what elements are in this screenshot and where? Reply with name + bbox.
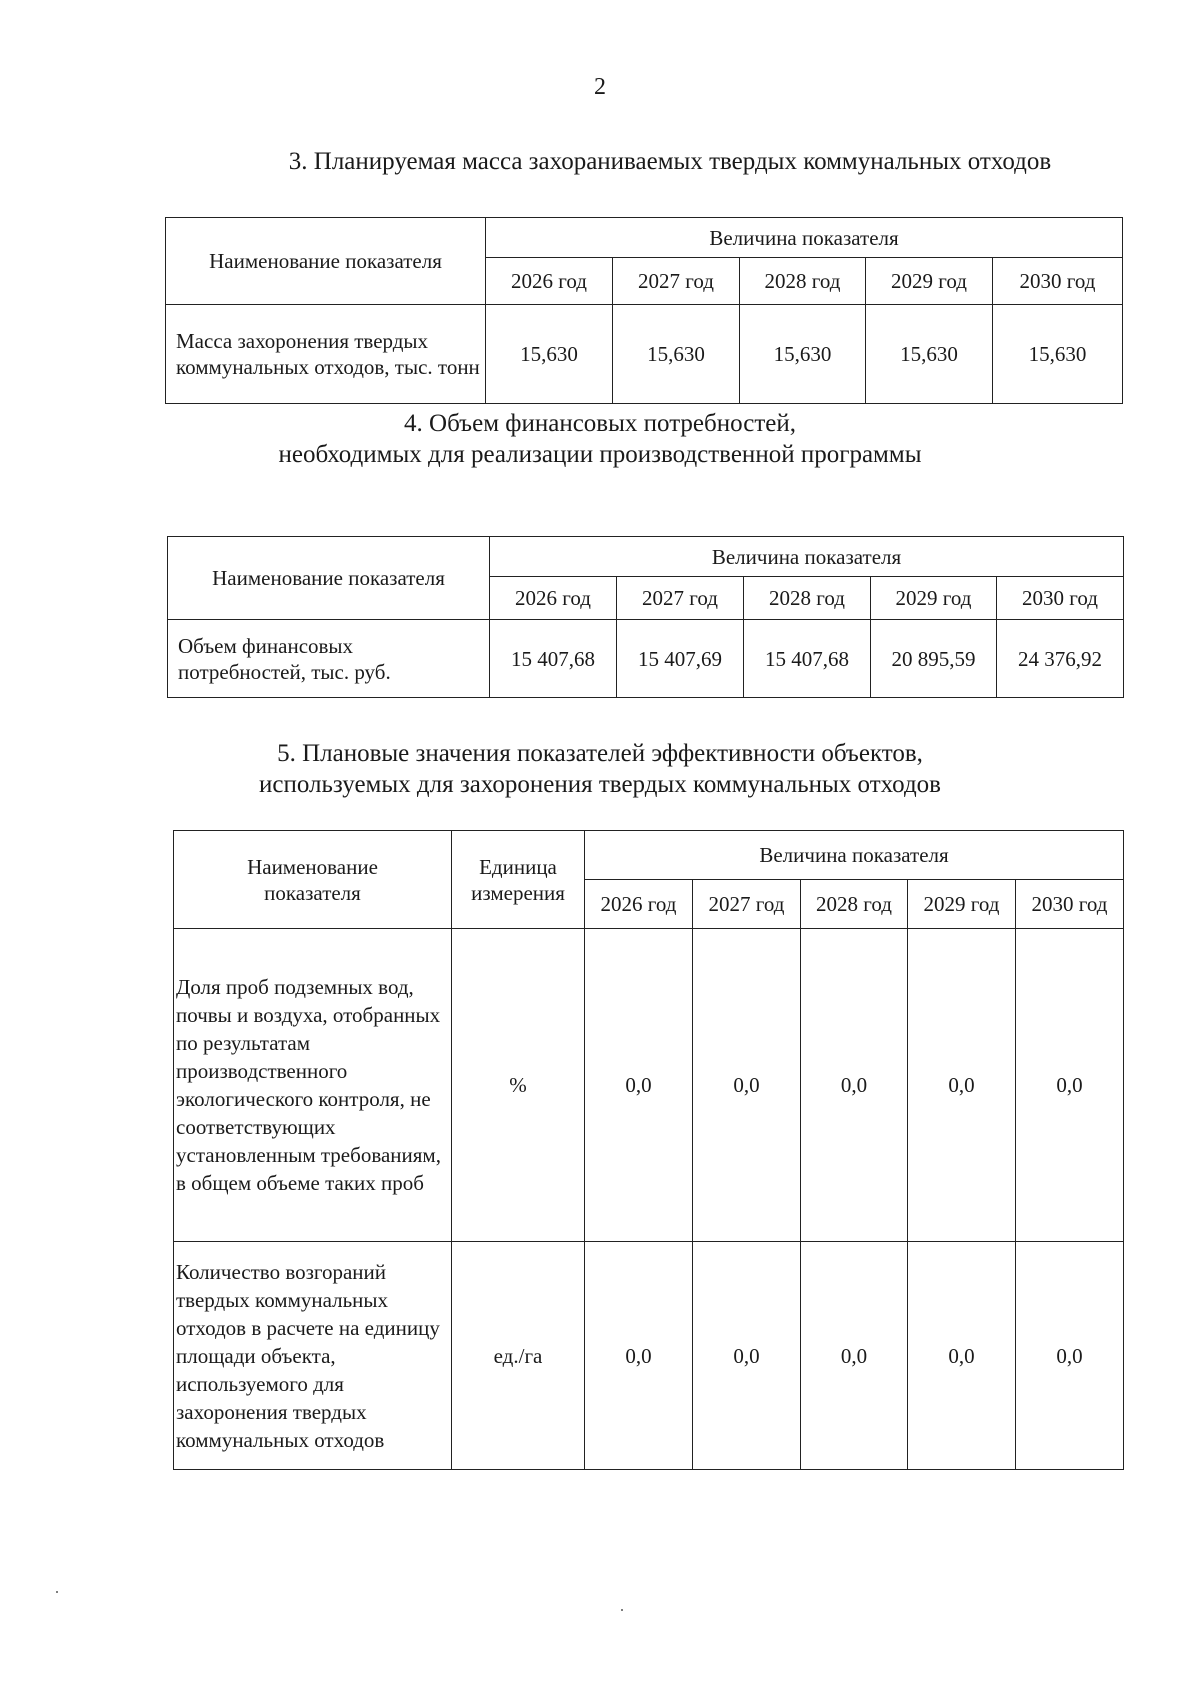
header-name-cell: Наименование показателя [168,537,490,620]
value-cell: 15,630 [993,305,1123,404]
section-3-table [165,217,1123,404]
value-cell: 0,0 [908,1242,1016,1470]
value-cell: 0,0 [693,1242,801,1470]
section-4-title [0,408,1200,470]
value-cell: 0,0 [1016,1242,1124,1470]
page-number: 2 [594,74,606,100]
value-cell: 0,0 [693,929,801,1242]
value-cell: 15,630 [486,305,613,404]
year-header: 2028 год [801,880,908,929]
section-5-title-line2: используемых для захоронения твердых коммунальных отходов [259,771,941,798]
year-header: 2026 год [490,577,617,620]
year-header: 2028 год [744,577,871,620]
value-cell: 0,0 [801,929,908,1242]
value-cell: 0,0 [585,1242,693,1470]
year-header: 2029 год [871,577,997,620]
header-name-cell: Наименование показателя [166,218,486,305]
row-name-cell: Масса захоронения твердых коммунальных отходов, тыс. тонн [166,305,486,404]
section-5-title-line1: 5. Плановые значения показателей эффективности объектов, [277,740,923,767]
year-header: 2030 год [993,258,1123,305]
year-header: 2027 год [693,880,801,929]
header-unit-cell: Единица измерения [452,831,585,929]
value-cell: 0,0 [1016,929,1124,1242]
year-header: 2027 год [613,258,740,305]
value-cell: 15 407,69 [617,620,744,698]
value-cell: 15 407,68 [490,620,617,698]
unit-cell: ед./га [452,1242,585,1470]
value-cell: 0,0 [908,929,1016,1242]
header-value-cell: Величина показателя [486,218,1123,258]
header-value-cell: Величина показателя [490,537,1124,577]
value-cell: 0,0 [585,929,693,1242]
year-header: 2030 год [997,577,1124,620]
section-5-title [0,738,1200,800]
value-cell: 15 407,68 [744,620,871,698]
header-value-cell: Величина показателя [585,831,1124,880]
value-cell: 15,630 [613,305,740,404]
scan-speck [621,1609,623,1611]
value-cell: 20 895,59 [871,620,997,698]
row-name-cell: Объем финансовых потребностей, тыс. руб. [168,620,490,698]
year-header: 2028 год [740,258,866,305]
section-4-title-line2: необходимых для реализации производственной программы [278,441,922,468]
section-4-title-line1: 4. Объем финансовых потребностей, [404,410,796,437]
scan-speck [56,1591,58,1593]
year-header: 2029 год [908,880,1016,929]
section-4-table [167,536,1124,698]
year-header: 2026 год [585,880,693,929]
value-cell: 0,0 [801,1242,908,1470]
unit-cell: % [452,929,585,1242]
value-cell: 24 376,92 [997,620,1124,698]
section-5-table [173,830,1124,1470]
year-header: 2027 год [617,577,744,620]
year-header: 2026 год [486,258,613,305]
row-name-cell: Количество возгораний твердых коммунальных отходов в расчете на единицу площади объекта, используемого для захоронения твердых коммунальных отходов [174,1242,452,1470]
section-3-title: 3. Планируемая масса захораниваемых твердых коммунальных отходов [288,148,1052,175]
value-cell: 15,630 [740,305,866,404]
year-header: 2029 год [866,258,993,305]
year-header: 2030 год [1016,880,1124,929]
header-name-cell: Наименование показателя [174,831,452,929]
row-name-cell: Доля проб подземных вод, почвы и воздуха, отобранных по результатам производственного экологического контроля, не соответствующих установленным требованиям, в общем объеме таких проб [174,929,452,1242]
value-cell: 15,630 [866,305,993,404]
